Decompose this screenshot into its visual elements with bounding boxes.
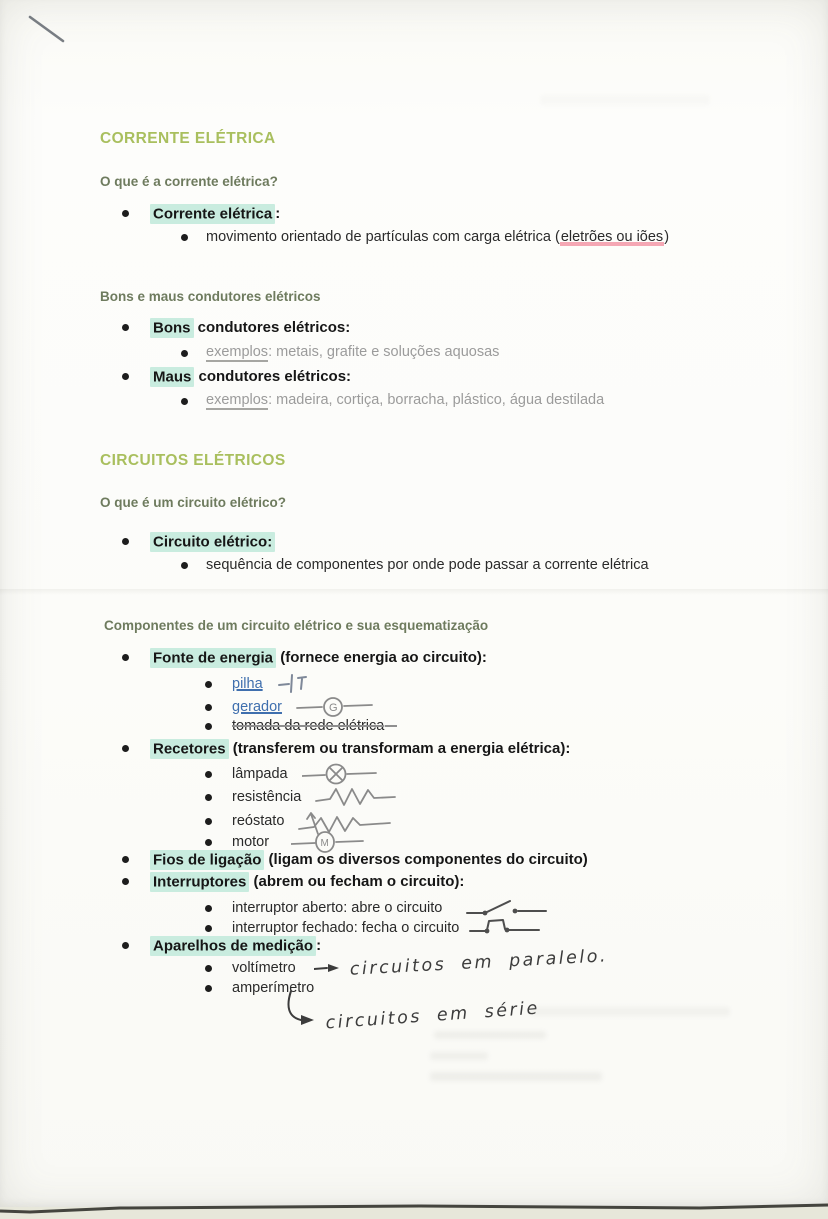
bullet-icon — [205, 723, 212, 730]
bullet-icon — [205, 818, 212, 825]
term-fios: Fios de ligação — [150, 850, 264, 870]
list-item-aparelhos: Aparelhos de medição : — [122, 937, 321, 954]
term-aparelhos: Aparelhos de medição — [150, 936, 316, 956]
definition-corrente: movimento orientado de partículas com carga elétrica (eletrões ou iões) — [181, 229, 669, 245]
heading-componentes: Componentes de um circuito elétrico e sua esquematização — [104, 618, 489, 633]
bullet-icon — [122, 745, 129, 752]
reostato-label: reóstato — [232, 813, 285, 829]
bleed-through-mark — [434, 1031, 546, 1039]
bullet-icon — [122, 856, 129, 863]
list-item-voltimetro — [205, 946, 609, 980]
bullet-icon — [181, 562, 188, 569]
list-item-lampada — [205, 762, 378, 786]
handwritten-note-serie: circuitos em série — [324, 998, 541, 1034]
bullet-icon — [205, 905, 212, 912]
question-corrente: O que é a corrente elétrica? — [100, 174, 278, 189]
paper-bottom-edge — [0, 1200, 828, 1214]
list-item-maus: Maus condutores elétricos: — [122, 368, 351, 385]
bullet-icon — [122, 878, 129, 885]
battery-symbol-icon — [277, 672, 309, 696]
list-item-pilha — [205, 672, 309, 696]
list-item-bons: Bons condutores elétricos: — [122, 319, 350, 336]
svg-text:M: M — [320, 838, 329, 849]
list-item-recetores: Recetores (transferem ou transformam a energia elétrica): — [122, 740, 570, 757]
svg-text:G: G — [328, 702, 338, 714]
pink-marked-text: eletrões ou iões — [560, 229, 664, 245]
list-item-interruptores: Interruptores (abrem ou fecham o circuito): — [122, 873, 464, 890]
term-fonte: Fonte de energia — [150, 648, 276, 668]
resistencia-label: resistência — [232, 789, 302, 805]
exemplos-label: exemplos — [206, 345, 268, 362]
list-item-corrente — [122, 205, 280, 222]
interruptor-aberto-label: interruptor aberto: abre o circuito — [232, 900, 443, 916]
term-interruptores: Interruptores — [150, 872, 249, 892]
term-recetores: Recetores — [150, 739, 229, 759]
lampada-label: lâmpada — [232, 766, 288, 782]
term-corrente: Corrente elétrica : — [150, 205, 280, 222]
bullet-icon — [122, 210, 129, 217]
term-circuito: Circuito elétrico: — [150, 532, 275, 552]
bullet-icon — [205, 794, 212, 801]
tomada-label-struck: tomada da rede elétrica — [232, 718, 397, 734]
list-item-fonte: Fonte de energia (fornece energia ao circuito): — [122, 649, 487, 666]
bullet-icon — [205, 925, 212, 932]
interruptor-fechado-label: interruptor fechado: fecha o circuito — [232, 920, 460, 936]
handwritten-note-serie-row — [283, 990, 541, 1034]
bullet-icon — [205, 965, 212, 972]
section-title-circuitos: CIRCUITOS ELÉTRICOS — [100, 452, 286, 469]
pen-stroke-mark — [24, 10, 74, 50]
right-arrow-handwritten-icon — [314, 961, 342, 975]
bullet-icon — [122, 654, 129, 661]
closed-switch-symbol-icon — [469, 917, 553, 939]
question-circuitos: O que é um circuito elétrico? — [100, 495, 287, 510]
bullet-icon — [205, 704, 212, 711]
list-item-fios: Fios de ligação (ligam os diversos componentes do circuito) — [122, 851, 588, 868]
bullet-icon — [205, 771, 212, 778]
bullet-icon — [205, 985, 212, 992]
bleed-through-mark — [430, 1052, 488, 1060]
examples-maus: exemplos: madeira, cortiça, borracha, plástico, água destilada — [181, 392, 604, 410]
motor-label: motor — [232, 834, 270, 850]
bullet-icon — [181, 350, 188, 357]
pilha-label: pilha — [232, 676, 263, 692]
bullet-icon — [181, 234, 188, 241]
bullet-icon — [122, 373, 129, 380]
bullet-icon — [122, 324, 129, 331]
fold-crease — [0, 589, 828, 595]
voltimetro-label: voltímetro — [232, 960, 296, 976]
bleed-through-mark — [540, 95, 710, 105]
bullet-icon — [181, 398, 188, 405]
generator-circle-g-symbol-icon — [296, 695, 376, 719]
exemplos-label: exemplos — [206, 393, 268, 410]
hook-down-right-arrow-handwritten-icon — [283, 990, 319, 1030]
bleed-through-mark — [530, 1007, 730, 1016]
lamp-circle-x-symbol-icon — [302, 762, 378, 786]
amperimetro-label: amperímetro — [232, 980, 315, 996]
section-title-corrente: CORRENTE ELÉTRICA — [100, 130, 276, 147]
term-maus: Maus — [150, 367, 194, 387]
bullet-icon — [205, 839, 212, 846]
heading-condutores: Bons e maus condutores elétricos — [100, 289, 321, 304]
term-bons: Bons — [150, 318, 194, 338]
bullet-icon — [122, 942, 129, 949]
bullet-icon — [205, 681, 212, 688]
list-item-gerador — [205, 695, 376, 719]
bullet-icon — [122, 538, 129, 545]
definition-circuito: sequência de componentes por onde pode passar a corrente elétrica — [181, 557, 649, 573]
examples-bons: exemplos: metais, grafite e soluções aquosas — [181, 344, 499, 362]
list-item-circuito — [122, 533, 275, 550]
list-item-tomada — [205, 718, 397, 734]
gerador-label: gerador — [232, 699, 282, 715]
handwritten-note-paralelo: circuitos em paralelo. — [349, 946, 609, 980]
bleed-through-mark — [430, 1072, 602, 1081]
